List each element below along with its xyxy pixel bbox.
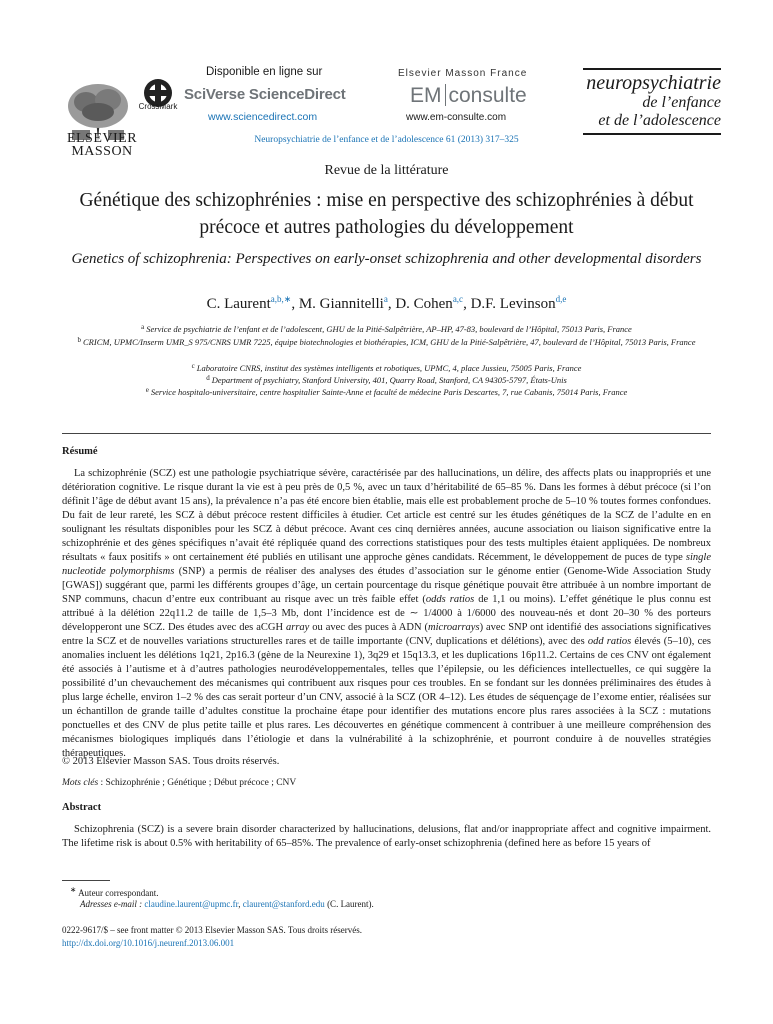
affiliation xyxy=(60,321,713,335)
resume-emphasis: odds ratios xyxy=(425,594,475,605)
author-name: D.F. Levinson xyxy=(470,296,556,312)
resume-text: (SNP) a permis de réaliser des analyses des études d’association sur le génome entier (Genome-Wide Association Study [GWAS]) suggérant que, parmi les différents groupes d’âge, un certain pourcentage du risque génétique pouvait être attribuée à un nombre important de SNP communs, chacun d’entre eux contribuant au risque avec un très faible effet ( xyxy=(62,566,711,605)
journal-logo-line2: de l’enfance xyxy=(642,94,721,111)
author-affiliation-ref[interactable]: a xyxy=(383,294,388,304)
resume-heading: Résumé xyxy=(62,446,98,457)
resume-text: ) avec SNP ont identifié des associations significatives entre la SCZ et de nouvelles variations structurelles rares et de taille importante (CNV, duplications et délétions), avec des xyxy=(62,622,712,647)
author-affiliation-ref[interactable]: a,c xyxy=(452,294,464,304)
article-type: Revue de la littérature xyxy=(324,163,449,178)
resume-text: ou avec des puces à ADN ( xyxy=(309,622,429,633)
affiliation-text: Service hospitalo-universitaire, centre hospitalier Sainte-Anne et faculté de médecine Paris Descartes, 7, rue Cabanis, 75014 Paris, France xyxy=(150,387,628,397)
author-affiliation-ref[interactable]: d,e xyxy=(555,294,567,304)
author-name: M. Giannitelli xyxy=(298,296,384,312)
author-affiliation-ref[interactable]: a,b,∗ xyxy=(270,294,292,304)
resume-copyright: © 2013 Elsevier Masson SAS. Tous droits réservés. xyxy=(62,756,280,767)
affiliation-marker: b xyxy=(77,336,82,344)
resume-emphasis: microarrays xyxy=(428,622,480,633)
available-online-label: Disponible en ligne sur xyxy=(206,66,323,78)
affiliation-text: Service de psychiatrie de l’enfant et de l’adolescent, GHU de la Pitié-Salpêtrière, AP–HP, 47-83, boulevard de l’Hôpital, 75013 Paris, France xyxy=(146,324,632,334)
affiliation-marker: c xyxy=(191,362,195,370)
affiliation-text: Laboratoire CNRS, institut des systèmes intelligents et robotiques, UPMC, 4, place Jussieu, 75005 Paris, France xyxy=(196,363,582,373)
resume-emphasis: odd ratios xyxy=(587,636,632,647)
affiliation-marker: e xyxy=(145,386,149,394)
corresponding-author-text: Auteur correspondant. xyxy=(78,888,159,898)
sciverse-sciencedirect-logo: SciVerse ScienceDirect xyxy=(184,86,346,103)
author-list xyxy=(0,294,773,313)
resume-text: La schizophrénie (SCZ) est une pathologie psychiatrique sévère, caractérisée par des hallucinations, un délire, des affects plats ou inappropriés et une détérioration cognitive. Le risque durant la vie est à peu près de 0,5 %, avec un taux d’héritabilité de 65–85 %. Dans les formes à début précoce (si l’on définit l’âge de début avant 15 ans), la prévalence n’a pas été encore bien établie, mais elle est probablement proche de 5–10 % toutes formes confondues. Du fait de leur rareté, les SCZ à début précoce restent difficiles à étudier. Cet article est centré sur les études génétiques de la SCZ de l’adulte en en soulignant les résultats disponibles pour les SCZ à début précoce. Avant ces cinq dernières années, aucune association ou liaison significative entre la schizophrénie et des gènes spécifiques n’avait été répliquée quand des corrections statistiques pour des tests multiples étaient appliquées. De nombreux résultats « faux positifs » ont certainement été publiés en utilisant une approche gènes candidats. Récemment, le développement de puces de type xyxy=(62,468,711,563)
publisher-name: ELSEVIER MASSON xyxy=(66,131,138,159)
author-name: C. Laurent xyxy=(206,296,271,312)
affiliation-text: CRICM, UPMC/Inserm UMR_S 975/CNRS UMR 7225, équipe biotechnologies et biothérapies, ICM, GHU de la Pitié-Salpêtrière, 47, boulevard de l’Hôpital, 75013 Paris, France xyxy=(83,337,696,347)
email-suffix: (C. Laurent). xyxy=(324,899,374,909)
journal-logo-line1: neuropsychiatrie xyxy=(586,72,721,94)
keywords xyxy=(62,778,296,788)
affiliation xyxy=(60,384,713,398)
author-separator: , xyxy=(463,296,471,312)
em-consulte-link[interactable]: www.em-consulte.com xyxy=(406,112,507,123)
abstract-paragraph: Schizophrenia (SCZ) is a severe brain disorder characterized by hallucinations, delusions, flat and/or inappropriate affect and cognitive impairment. The lifetime risk is about 0.5% with heritability of 65–85%. The prevalence of early-onset schizophrenia (defined here as before 15 years of xyxy=(62,824,711,849)
email-label: Adresses e-mail : xyxy=(80,899,143,909)
footnote-divider xyxy=(62,880,110,881)
em-logo-left: EM xyxy=(410,84,442,107)
doi-link[interactable]: http://dx.doi.org/10.1016/j.neurenf.2013.06.001 xyxy=(62,938,235,948)
abstract-heading: Abstract xyxy=(62,802,102,813)
resume-text: élevés (5–10), ces anomalies incluent les délétions 1q21, 2p16.3 (gène de la Neurexine 1), 3q29 et 15q13.3, et les duplications 16p11.2. Certains de ces CNV ont également été associés à l’autisme et à d’autres pathologies neurodéveloppementales, telles que l’épilepsie, ou les déficiences intellectuelles, ce qui suggère la possibilité d’un chevauchement des mécanismes qui contribuent aux risques pour ces troubles. En se fondant sur les données préliminaires des études à plus large échelle, environ 1–2 % des cas serait porteur d’un CNV, associé à la SCZ (OR 4–12). Les études de séquençage de l’exome entier, réalisées sur un échantillon de grande taille d’adultes constitue la prochaine étape pour identifier des mutations encore plus rares associées à la SCZ : mutations ponctuelles et des CNV de plus petite taille et plus rares. Les découvertes en génétique commencent à contribuer à une meilleure compréhension des mécanismes biologiques impliqués dans l’étiologie et dans la vulnérabilité à la schizophrénie, et pourront conduire à de nouvelles stratégies thérapeutiques. xyxy=(62,636,711,759)
affiliation-marker: a xyxy=(141,323,145,331)
email-link[interactable]: claudine.laurent@upmc.fr xyxy=(144,899,239,909)
resume-emphasis: array xyxy=(286,622,310,633)
issn-line: 0222-9617/$ – see front matter © 2013 Elsevier Masson SAS. Tous droits réservés. xyxy=(62,925,363,935)
sciencedirect-link[interactable]: www.sciencedirect.com xyxy=(208,111,318,123)
author-separator: , xyxy=(387,296,396,312)
corresponding-author-note xyxy=(70,885,159,898)
crossmark-label: CrossMark xyxy=(138,102,178,111)
affiliation xyxy=(60,334,713,348)
email-note xyxy=(80,899,374,909)
em-publisher-label: Elsevier Masson France xyxy=(398,68,528,79)
resume-text: de 1,1 ou moins). L’effet génétique le plus connu est attribué à la délétion 22q11.2 de taille de 1,5–3 Mb, dont l’incidence est de ∼ 1/4000 à 1/6000 des nouveau-nés et dont 20–30 % des porteurs développeront une SCZ. Des études avec des aCGH xyxy=(62,594,711,633)
corresponding-mark: ∗ xyxy=(70,885,77,894)
resume-paragraph xyxy=(62,467,711,761)
affiliation-marker: d xyxy=(206,374,210,382)
article-title-french: Génétique des schizophrénies : mise en perspective des schizophrénies à début précoce et autres pathologies du développement xyxy=(79,190,694,238)
affiliation-text: Department of psychiatry, Stanford University, 401, Quarry Road, Stanford, CA 94305-5797, États-Unis xyxy=(211,375,567,385)
article-title-english: Genetics of schizophrenia: Perspectives on early-onset schizophrenia and other developmental disorders xyxy=(71,251,702,267)
email-separator: , xyxy=(238,899,243,909)
section-divider xyxy=(62,433,711,434)
email-link[interactable]: claurent@stanford.edu xyxy=(242,899,325,909)
author-separator: , xyxy=(291,296,299,312)
journal-logo-line3: et de l’adolescence xyxy=(598,112,721,129)
resume-emphasis: single nucleotide polymorphisms xyxy=(62,552,711,577)
em-consulte-logo xyxy=(410,84,527,108)
keywords-label: Mots clés xyxy=(62,778,99,788)
journal-citation[interactable]: Neuropsychiatrie de l’enfance et de l’adolescence 61 (2013) 317–325 xyxy=(254,135,519,145)
em-logo-right: consulte xyxy=(448,84,527,107)
author-name: D. Cohen xyxy=(395,296,453,312)
keywords-list: : Schizophrénie ; Génétique ; Début précoce ; CNV xyxy=(98,778,297,788)
journal-logo xyxy=(583,68,721,135)
